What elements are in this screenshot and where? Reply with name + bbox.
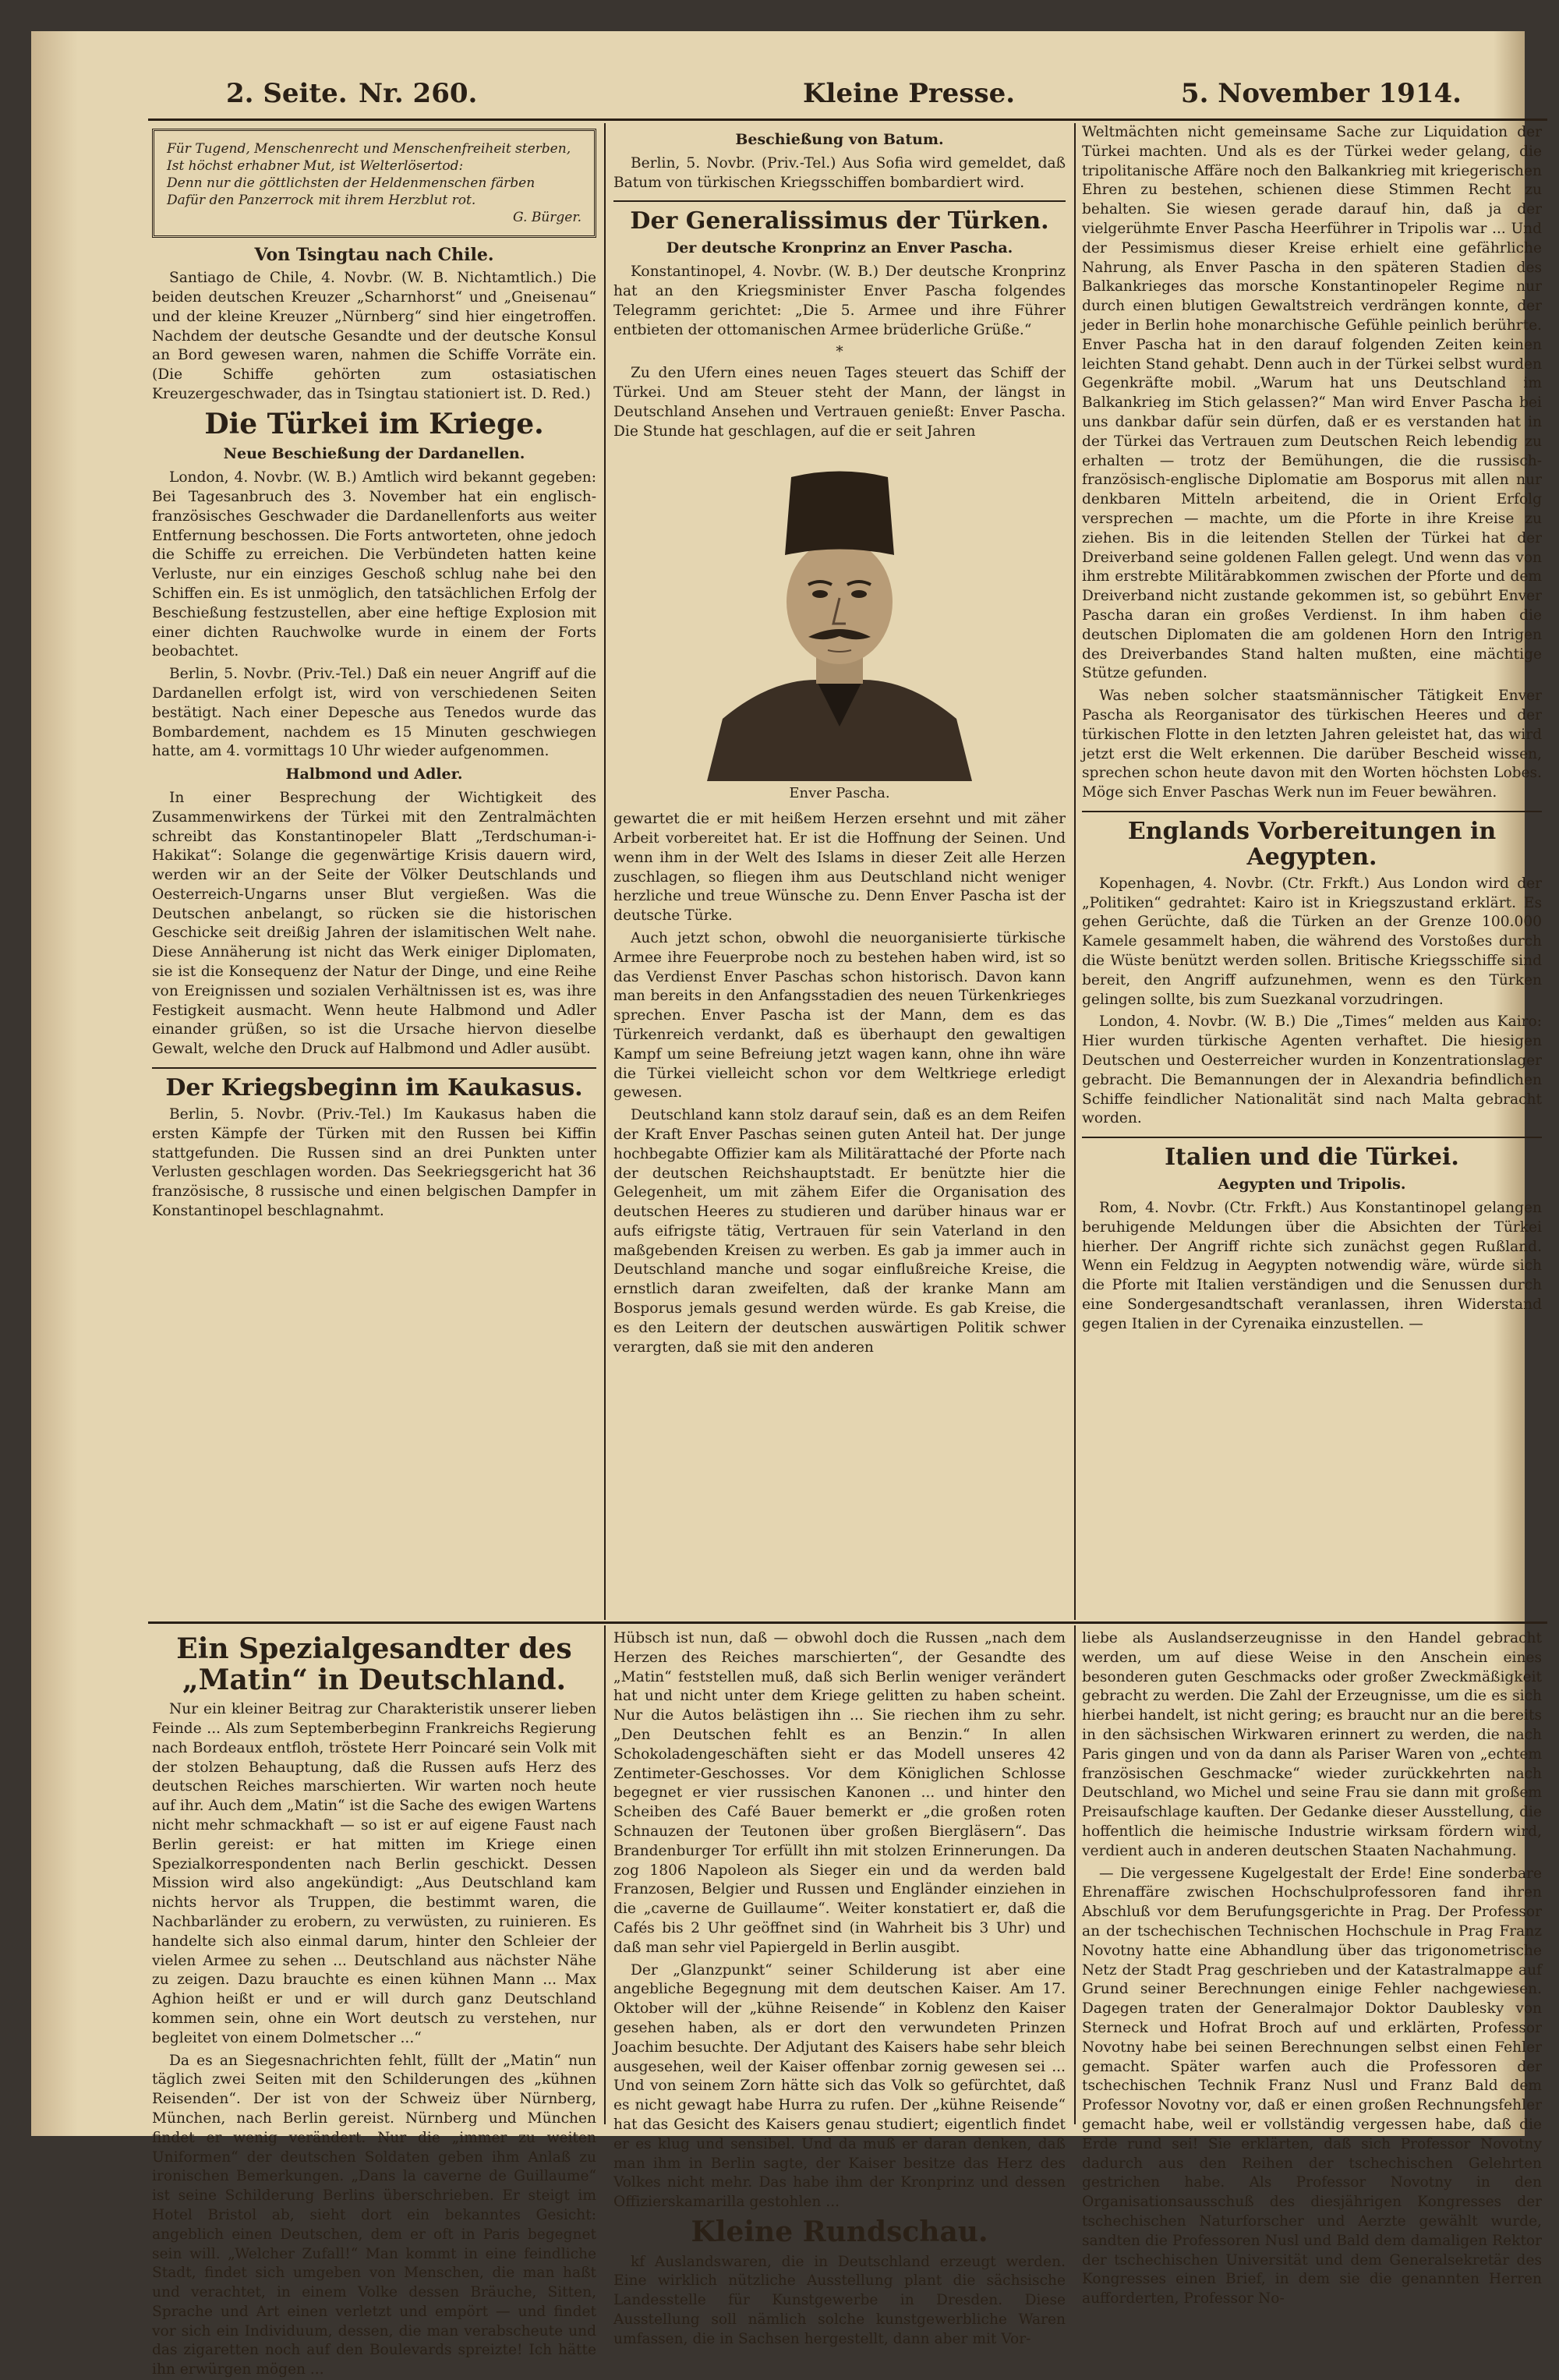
subhead-halbmond: Halbmond und Adler.: [285, 766, 463, 783]
binding-gutter: [31, 31, 78, 2136]
article-kronprinz: Konstantinopel, 4. Novbr. (W. B.) Der deutsche Kronprinz hat an den Kriegsminister Enver Pascha folgendes Telegramm gerichtet: „Die 5. Armee und ihre Führer entbieten der ottomanischen Armee brüderliche Grüße.“: [613, 263, 1066, 338]
article-england-1: Kopenhagen, 4. Novbr. (Ctr. Frkft.) Aus London wird der „Politiken“ gedrahtet: Kairo ist in Kriegszustand erklärt. Es gehen Gerüchte, daß die Türken an der Grenze 100.000 Kamele gesammelt haben, die während des Vorstoßes durch die Wüste benützt werden sollen. Britische Kriegsschiffe sind bereit, den Angriff aufzunehmen, wenn es den Türken gelingen sollte, bis zum Suezkanal vorzudringen.: [1082, 875, 1542, 1008]
issue-number: Nr. 260.: [359, 78, 478, 109]
divider: [1082, 1137, 1542, 1138]
page-header: [226, 78, 1462, 122]
column-rule-1: [604, 123, 606, 1620]
column-rule-4: [1074, 1625, 1076, 2124]
column-2: [613, 129, 1066, 1618]
subhead-batum: Beschießung von Batum.: [735, 131, 944, 148]
motto-line: Denn nur die göttlichsten der Heldenmenschen färben: [167, 175, 536, 191]
article-auslandswaren: kf Auslandswaren, die in Deutschland erzeugt werden. Eine wirklich nützliche Ausstellung plant die sächsische Landesstelle für Kunstgewerbe in Dresden. Diese Ausstellung soll nämlich solche kunstgewerbliche Waren umfassen, die in Sachsen hergestellt, dann aber mit Vor-: [613, 2253, 1066, 2347]
article-dardanellen-1: London, 4. Novbr. (W. B.) Amtlich wird bekannt gegeben: Bei Tagesanbruch des 3. November hat ein englisch-französisches Geschwader die Dardanellenforts aus weiter Entfernung beschossen. Die Forts antworteten, ohne jedoch die Schiffe zu erreichen. Die Verbündeten hatten keine Verluste, nur ein einziges Geschoß schlug nahe bei den Schiffen ein. Es ist unmöglich, den tatsächlichen Erfolg der Beschießung festzustellen, aber eine heftige Explosion mit einer dichten Rauchwolke wurde in einem der Forts beobachtet.: [152, 469, 596, 660]
page-number: 2. Seite.: [226, 78, 348, 109]
column-1: [152, 129, 596, 1618]
headline-italien: Italien und die Türkei.: [1165, 1144, 1459, 1172]
article-enver-2: gewartet die er mit heißem Herzen ersehnt und mit zäher Arbeit vorbereitet hat. Er ist die Hoffnung der Seinen. Und wenn ihm in der Welt des Islams in dieser Zeit alle Herzen zuschlagen, so fliegen ihm aus Deutschland nicht weniger herzliche und treue Wünsche zu. Denn Enver Pascha ist der deutsche Türke.: [613, 811, 1066, 925]
article-kugelgestalt: — Die vergessene Kugelgestalt der Erde! Eine sonderbare Ehrenaffäre zwischen Hochschulprofessoren fand ihren Abschluß vor dem Berufungsgerichte in Prag. Der Professor an der tschechischen Technischen Hochschule in Prag Franz Novotny hatte eine Abhandlung über das trigonometrische Netz der Stadt Prag geschrieben und der Katastralmappe auf Grund seiner Berechnungen einige Fehler nachgewiesen. Dagegen traten der Generalmajor Doktor Daublesky von Sterneck und Hofrat Broch auf und erklärten, Professor Novotny habe bei seinen Berechnungen selbst einen Fehler gemacht. Später warfen auch die Professoren der tschechischen Technik Franz Nusl und Franz Bald dem Professor Novotny vor, daß er einen großen Rechnungsfehler gemacht habe, weil er vollständig vergessen habe, daß die Erde rund sei! Sie erklärten, daß sich Professor Novotny dadurch aus den Reihen der tschechischen Gelehrten gestrichen habe. Als Professor Novotny in den Organisationsausschuß des diesjährigen Kongresses der tschechischen Naturforscher und Aerzte gewählt wurde, sandten die Professoren Nusl und Bald dem damaligen Rektor der tschechischen Universität und dem Generalsekretär des Kongresses einen Brief, in dem sie die genannten Herren aufforderten, Professor No-: [1082, 1865, 1542, 2308]
headline-england-aegypten: Englands Vorbereitungen in Aegypten.: [1127, 817, 1497, 871]
article-halbmond: In einer Besprechung der Wichtigkeit des Zusammenwirkens der Türkei mit den Zentralmächten schreibt das Konstantinopeler Blatt „Terdschuman-i-Hakikat“: Solange die gegenwärtige Krisis dauern wird, werden wir an der Seite der Völker Deutschlands und Oesterreich-Ungarns unser Blut vergießen. Was die Deutschen anbelangt, so rücken sie die historischen Geschicke seit dreißig Jahren der islamitischen Welt nahe. Diese Annäherung ist nicht das Werk einiger Diplomaten, sie ist die Konsequenz der Natur der Dinge, und eine Reihe von Ereignissen und sozialen Verhältnissen ist es, was ihre Festigkeit ausmacht. Wenn heute Halbmond und Adler einander grüßen, so ist die Ursache hiervon dieselbe Gewalt, welche den Druck auf Halbmond und Adler ausübt.: [152, 789, 596, 1058]
motto-box: [152, 129, 596, 238]
masthead: Kleine Presse.: [803, 78, 1016, 109]
subhead-dardanellen: Neue Beschießung der Dardanellen.: [223, 445, 525, 463]
article-italien: Rom, 4. Novbr. (Ctr. Frkft.) Aus Konstantinopel gelangen beruhigende Meldungen über die Absichten der Türkei hierher. Der Angriff richte sich zunächst gegen Rußland. Wenn ein Feldzug in Aegypten notwendig wäre, würde sich die Pforte mit Italien verständigen und die Senussen durch eine Sondergesandtschaft veranlassen, ihren Widerstand gegen Italien in der Cyrenaika einzustellen. —: [1082, 1200, 1542, 1332]
divider: [613, 200, 1066, 202]
motto-author: G. Bürger.: [513, 210, 582, 225]
headline-tuerkei-im-kriege: Die Türkei im Kriege.: [204, 407, 544, 440]
subhead-kronprinz: Der deutsche Kronprinz an Enver Pascha.: [666, 239, 1013, 257]
article-england-2: London, 4. Novbr. (W. B.) Die „Times“ melden aus Kairo: Hier wurden türkische Agenten verhaftet. Die hiesigen Deutschen und Oesterreicher wurden in Konzentrationslager gebracht. Die Bemannungen der in Alexandria befindlichen Schiffe feindlicher Nationalität sind nach Malta gebracht worden.: [1082, 1013, 1542, 1127]
subhead-aegypten-tripolis: Aegypten und Tripolis.: [1218, 1176, 1406, 1194]
column-rule-2: [1074, 123, 1076, 1620]
motto-line: Für Tugend, Menschenrecht und Menschenfreiheit sterben,: [167, 141, 571, 157]
article-kaukasus: Berlin, 5. Novbr. (Priv.-Tel.) Im Kaukasus haben die ersten Kämpfe der Türken mit den Russen bei Kiffin stattgefunden. Die Russen sind an drei Punkten unter Verlusten geschlagen worden. Das Seekriegsgericht hat 36 französische, 8 russische und einen belgischen Dampfer in Konstantinopel beschlagnahmt.: [152, 1106, 596, 1220]
issue-date: 5. November 1914.: [1180, 78, 1462, 109]
article-enver-3: Auch jetzt schon, obwohl die neuorganisierte türkische Armee ihre Feuerprobe noch zu bestehen haben wird, ist so das Verdienst Enver Paschas schon historisch. Davon kann man bereits in den Anfangsstadien des neuen Türkenkrieges sprechen. Enver Pascha ist der Mann, dem es das Türkenreich verdankt, daß es überhaupt den gewaltigen Kampf um seine Befreiung jetzt wagen kann, ohne ihn wäre die Türkei vielleicht schon vor dem Weltkriege erledigt gewesen.: [613, 929, 1066, 1102]
header-rule: [148, 118, 1547, 121]
divider: [152, 1067, 596, 1069]
article-tsingtau: Santiago de Chile, 4. Novbr. (W. B. Nichtamtlich.) Die beiden deutschen Kreuzer „Scharnhorst“ und „Gneisenau“ und der kleine Kreuzer „Nürnberg“ sind hier eingetroffen. Nachdem der deutsche Gesandte und der deutsche Konsul an Bord gewesen waren, nahmen die Schiffe Vorräte ein. (Die Schiffe gehörten zum ostasiatischen Kreuzergeschwader, das in Tsingtau stationiert ist. D. Red.): [152, 270, 596, 402]
bottom-column-2: [613, 1629, 1066, 2347]
article-matin-4: Der „Glanzpunkt“ seiner Schilderung ist aber eine angebliche Begegnung mit dem deutschen Kaiser. Am 17. Oktober will der „kühne Reisende“ in Koblenz den Kaiser gesehen haben, als er dort den verwundeten Prinzen Joachim besuchte. Der Adjutant des Kaisers habe sehr bleich ausgesehen, weil der Kaiser offenbar zornig gewesen sei ... Und von seinem Zorn hätte sich das Volk so gefürchtet, daß es nicht gewagt habe Hurra zu rufen. Der „kühne Reisende“ hat das Gesicht des Kaisers genau studiert; eigentlich findet er es klug und sensibel. Und da muß er daran denken, daß man ihm in Berlin sagte, der Kaiser besitze das Herz des Volkes nicht mehr. Das habe ihm der Kronprinz und dessen Offizierskamarilla gestohlen ...: [613, 1961, 1066, 2211]
section-rule: [148, 1621, 1547, 1624]
article-matin-1: Nur ein kleiner Beitrag zur Charakteristik unserer lieben Feinde ... Als zum Septemberbeginn Frankreichs Regierung nach Bordeaux entfloh, tröstete Herr Poincaré sein Volk mit der stolzen Behauptung, daß die Russen aufs Herz des deutschen Reiches marschierten. Wir warten noch heute auf ihr. Auch dem „Matin“ ist die Sache des ewigen Wartens nicht mehr schmackhaft — so ist er auf eigene Faust nach Berlin gereist: er hat mitten im Kriege einen Spezialkorrespondenten nach Berlin geschickt. Dessen Mission wird also angekündigt: „Aus Deutschland kam nichts hervor als Truppen, die bestimmt waren, die Nachbarländer zu erobern, zu verwüsten, zu ruinieren. Es handelte sich also einmal darum, hinter den Schleier der vielen Armee zu sehen ... Deutschland aus nächster Nähe zu zeigen. Dazu brauchte es einen kühnen Mann ... Max Aghion heißt er und er will durch ganz Deutschland kommen sein, ohne ein Wort deutsch zu verstehen, nur begleitet von einem Dolmetscher ...“: [152, 1701, 596, 2046]
article-enver-4: Deutschland kann stolz darauf sein, daß es an dem Reifen der Kraft Enver Paschas seinen guten Anteil hat. Der junge hochbegabte Offizier kam als Militärattaché der Pforte nach der deutschen Reichshauptstadt. Er benützte hier die Gelegenheit, um mit zähem Eifer die Organisation des deutschen Heeres zu studieren und darüber hinaus war er aufs eifrigste tätig, Vertrauen für sein Vaterland in den maßgebenden Kreisen zu werben. Es gab ja immer auch in Deutschland manche und sogar einflußreiche Kreise, die ernstlich daran zweifelten, daß der kranke Mann am Bosporus jemals gesund werden würde. Es gab Kreise, die es den Leitern der deutschen auswärtigen Politik schwer verargten, daß sie mit den anderen: [613, 1107, 1066, 1356]
portrait-illustration: [699, 446, 980, 781]
article-matin-3: Hübsch ist nun, daß — obwohl doch die Russen „nach dem Herzen des Reiches marschierten“, der Gesandte des „Matin“ feststellen muß, daß sich Berlin weniger verändert hat und nicht unter dem Kriege gelitten zu haben scheint. Nur die Autos belästigen ihn ... Sie riechen ihm zu sehr. „Den Deutschen fehlt es an Benzin.“ In allen Schokoladengeschäften sieht er das Modell unseres 42 Zentimeter-Geschosses. Vor dem Königlichen Schlosse begegnet er vier russischen Kanonen ... und hinter den Scheiben des Café Bauer bemerkt er „die großen roten Schnauzen der Teutonen über großen Biergläsern“. Das Brandenburger Tor erfüllt ihn mit stolzen Erinnerungen. Da zog 1806 Napoleon als Sieger ein und da werden bald Franzosen, Belgier und Russen und Engländer einziehen in die „caverne de Guillaume“. Weiter konstatiert er, daß die Cafés bis 2 Uhr geöffnet sind (in Wahrheit bis 3 Uhr) und daß man sehr viel Papiergeld in Berlin ausgibt.: [613, 1630, 1066, 1956]
article-dardanellen-2: Berlin, 5. Novbr. (Priv.-Tel.) Daß ein neuer Angriff auf die Dardanellen erfolgt ist, wird von verschiedenen Seiten bestätigt. Nach einer Depesche aus Tenedos wurde das Bombardement, nachdem es 15 Minuten geschwiegen hatte, am 4. vormittags 10 Uhr wieder aufgenommen.: [152, 666, 596, 760]
enver-pascha-portrait: [699, 446, 980, 781]
separator-star: *: [836, 344, 843, 361]
column-3: [1082, 123, 1542, 1616]
divider: [1082, 811, 1542, 812]
headline-rundschau: Kleine Rundschau.: [691, 2215, 988, 2248]
headline-generalissimus: Der Generalissimus der Türken.: [630, 207, 1049, 235]
portrait-caption: Enver Pascha.: [789, 785, 890, 802]
headline-kaukasus: Der Kriegsbeginn im Kaukasus.: [165, 1074, 583, 1102]
newspaper-page: [31, 31, 1542, 2378]
article-auslandswaren-continued: liebe als Auslandserzeugnisse in den Handel gebracht werden, um auf diese Weise in den Anschein eines besonderen guten Geschmacks oder großer Zweckmäßigkeit gebracht zu werden. Die Zahl der Erzeugnisse, um die es sich hierbei handelt, ist nicht gering; es braucht nur an die bereits in den sächsischen Wirkwaren erinnert zu werden, die nach Paris gingen und von da dann als Pariser Waren von „echtem französischen Geschmacke“ wieder zurückkehrten nach Deutschland, wo Michel und seine Frau sie dann mit großem Preisaufschlage kauften. Der Gedanke dieser Ausstellung, die hoffentlich die heimische Industrie wirksam fördern wird, verdient auch in anderen deutschen Staaten Nachahmung.: [1082, 1630, 1542, 1859]
headline-matin: Ein Spezialgesandter des „Matin“ in Deutschland.: [176, 1632, 572, 1696]
article-enver-1: Zu den Ufern eines neuen Tages steuert das Schiff der Türkei. Und am Steuer steht der Mann, der längst in Deutschland Ansehen und Vertrauen genießt: Enver Pascha. Die Stunde hat geschlagen, auf die er seit Jahren: [613, 365, 1066, 440]
motto-line: Dafür den Panzerrock mit ihrem Herzblut rot.: [167, 193, 476, 208]
headline-tsingtau: Von Tsingtau nach Chile.: [254, 245, 494, 265]
article-enver-continued: Weltmächten nicht gemeinsame Sache zur Liquidation der Türkei machten. Und als es der Türkei weder gelang, die tripolitanische Affäre noch den Balkankrieg mit kriegerischen Ehren zu bestehen, schienen diese Stimmen Recht zu behalten. Sie wiesen gerade darauf hin, daß ja der vielgerühmte Enver Pascha Heerführer in Tripolis war ... Und der Pessimismus dieser Kreise erhielt eine gefährliche Nahrung, als Enver Pascha in den späteren Stadien des Balkankrieges das morsche Konstantinopeler Regime nur durch einen blutigen Gewaltstreich verdrängen konnte, der jeder in Berlin hohe monarchische Gefühle peinlich berührte. Enver Pascha hat in den darauf folgenden Zeiten keinen leichten Stand gehabt. Denn auch in der Türkei selbst wurden Gegenkräfte mobil. „Warum hat uns Deutschland im Balkankrieg im Stich gelassen?“ Man wird Enver Pascha bei uns dankbar dafür sein dürfen, daß er es verstanden hat in der Türkei das Vertrauen zum Deutschen Reich lebendig zu erhalten — trotz der Bemühungen, die die russisch-französisch-englische Diplomatie am Bosporus mit allen nur denkbaren Mitteln arbeitend, die in Orient Erfolg versprechen — machte, um die Pforte in ihre Kreise zu ziehen. Bis in die leitenden Stellen der Türkei hat der Dreiverband seine goldenen Fallen gelegt. Und wenn das von ihm erstrebte Militärabkommen zwischen der Pforte und dem Dreiverband nicht zustande gekommen ist, so gebührt Enver Pascha daran ein großes Verdienst. In ihm haben die deutschen Diplomaten die am goldenen Horn den Intrigen des Dreiverbandes Stand halten mußten, eine mächtige Stütze gefunden.: [1082, 124, 1542, 682]
motto-line: Ist höchst erhabner Mut, ist Welterlösertod:: [167, 158, 464, 174]
article-batum: Berlin, 5. Novbr. (Priv.-Tel.) Aus Sofia wird gemeldet, daß Batum von türkischen Kriegsschiffen bombardiert wird.: [613, 154, 1066, 191]
article-matin-2: Da es an Siegesnachrichten fehlt, füllt der „Matin“ nun täglich zwei Seiten mit den Schilderungen des „kühnen Reisenden“. Der ist von der Schweiz über Nürnberg, München, nach Berlin gereist. Nürnberg und München findet er wenig verändert. Nur die „immer zu weiten Uniformen“ der deutschen Soldaten geben ihm Anlaß zu ironischen Bemerkungen. „Dans la caverne de Guillaume“ ist seine Schilderung Berlins überschrieben. Er steigt im Hotel Bristol ab, sieht dort ein bekanntes Gesicht: angeblich einen Deutschen, dem er oft in Paris begegnet sein will. „Welcher Zufall!“ Man kommt in eine feindliche Stadt, findet sich umgeben von Menschen, die man haßt und verachtet, in einem Volke dessen Bräuche, Sitten, Sprache und Art einen verletzt und empört — und findet vor sich ein Individuum, dessen, die man verabscheute und das zigaretten noch auf den Boulevards spreizte! Ich hätte ihn erwürgen mögen ...: [152, 2052, 596, 2378]
article-enver-continued-2: Was neben solcher staatsmännischer Tätigkeit Enver Pascha als Reorganisator des türkischen Heeres und der türkischen Flotte in den letzten Jahren geleistet hat, das wird jetzt erst die Welt erkennen. Die darüber Bescheid wissen, sprechen schon heute davon mit den Worten höchsten Lobes. Möge sich Enver Paschas Werk nun im Feuer bewähren.: [1082, 688, 1542, 801]
bottom-column-3: [1082, 1629, 1542, 2308]
column-rule-3: [604, 1625, 606, 2124]
bottom-column-1: [152, 1629, 596, 2378]
